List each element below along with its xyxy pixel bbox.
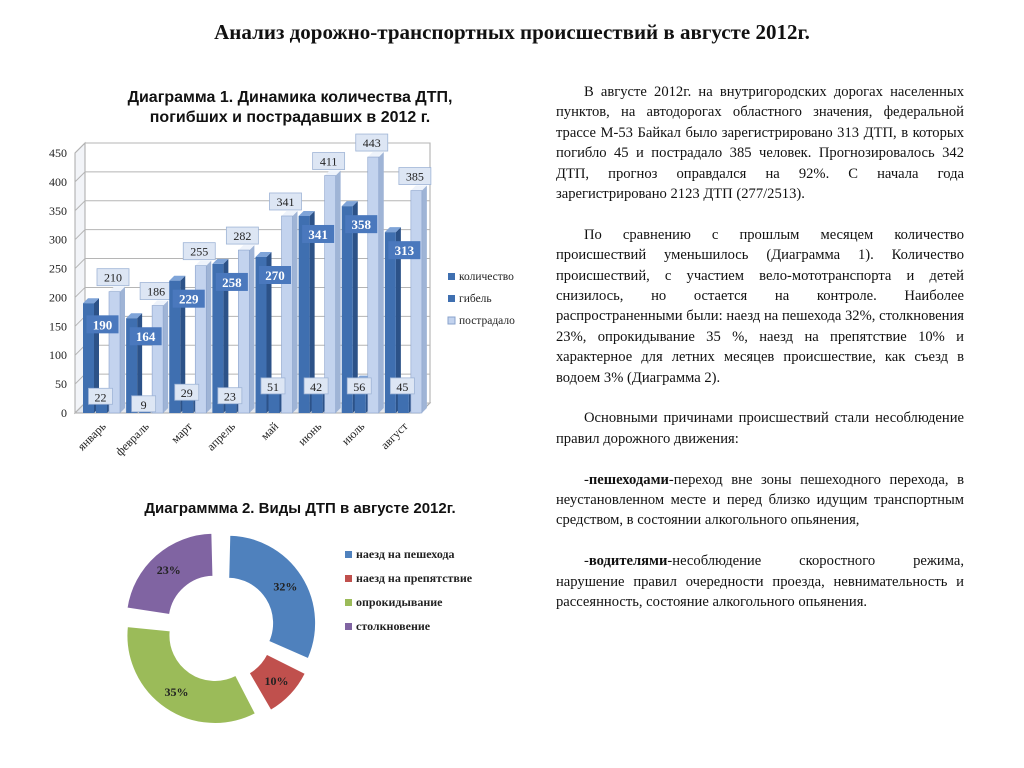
legend-swatch	[448, 295, 455, 302]
x-tick-label: июль	[338, 419, 368, 448]
data-label-count: 358	[351, 217, 371, 233]
slice-label: 35%	[164, 685, 189, 700]
data-label-deaths: 9	[140, 397, 147, 412]
bar-side	[336, 171, 341, 413]
legend-label: опрокидывание	[356, 595, 443, 609]
y-tick-label: 50	[55, 377, 67, 392]
chart1-title-line1: Диаграмма 1. Динамика количества ДТП,	[127, 89, 453, 106]
data-label-deaths: 22	[94, 390, 107, 405]
paragraph-1: В августе 2012г. на внутригородских дорогах населенных пунктов, на автодорогах областного значения, федеральной трассе М-53 Байкал было зарегистрировано 313 ДТП, в которых погибло 45 и пострадало 385 человек. Прогнозировалось 342 ДТП, прогноз оправдался на 92%. С начала года зарегистрировано 2123 ДТП (277/2513).	[556, 84, 964, 203]
p4-prefix: -	[584, 471, 589, 488]
bar-side	[249, 245, 254, 413]
p5-rest: -несоблюдение скоростного режима, нарушение правил очередности проезда, невнимательность и рассеянность, состояние алкогольного опьянения.	[556, 553, 964, 611]
legend-swatch	[345, 551, 352, 558]
data-label-injured: 186	[147, 284, 166, 299]
x-tick-label: май	[257, 419, 282, 443]
donut-slice	[127, 627, 255, 724]
slice-label: 23%	[156, 562, 181, 577]
data-label-deaths: 56	[353, 379, 366, 394]
y-tick-label: 150	[49, 319, 67, 334]
data-label-deaths: 51	[267, 379, 279, 394]
y-tick-label: 0	[61, 406, 67, 420]
x-tick-label: июнь	[295, 419, 325, 449]
bar-side	[206, 261, 211, 413]
p5-bold: водителями	[588, 553, 668, 570]
data-label-injured: 255	[190, 244, 209, 259]
paragraph-2: По сравнению с прошлым месяцем количество происшествий уменьшилось (Диаграмма 1). Количество происшествий, с участием вело-мототранспорта и детей снизилось, но остается на контроле. Наиболее распространенными были: наезд на пешехода 32%, столкновения 23%, опрокидывание 35 %, наезд на препятствие 10% и характерное для летних месяцев происшествие, как съезд в водоем 3% (Диаграмма 2).	[556, 226, 964, 386]
p4-rest: -переход вне зоны пешеходного перехода, в неустановленном месте и перед близко идущим транспортным средством, в состоянии алкогольного опьянения,	[556, 471, 964, 529]
data-label-deaths: 23	[223, 389, 236, 404]
x-tick-label: февраль	[112, 419, 152, 459]
text-column	[556, 82, 964, 633]
paragraph-5	[556, 551, 964, 612]
legend-label: гибель	[459, 293, 492, 305]
chart2-title: Диаграммма 2. Виды ДТП в августе 2012г.	[144, 500, 456, 517]
paragraph-3: Основными причинами происшествий стали несоблюдение правил дорожного движения:	[556, 410, 964, 447]
data-label-deaths: 42	[310, 379, 323, 394]
data-label-injured: 210	[104, 270, 122, 285]
legend-swatch	[345, 575, 352, 582]
y-tick-label: 200	[49, 290, 67, 305]
chart1-title-line2: погибших и пострадавших в 2012 г.	[149, 109, 431, 126]
data-label-count: 313	[394, 243, 415, 259]
bar-пострадало	[325, 176, 336, 413]
bar-пострадало	[368, 157, 379, 413]
data-label-count: 190	[92, 317, 113, 333]
data-label-deaths: 29	[180, 386, 193, 401]
data-label-injured: 385	[405, 169, 424, 184]
y-tick-label: 400	[49, 174, 67, 189]
y-tick-label: 450	[49, 146, 67, 160]
data-label-deaths: 45	[396, 379, 409, 394]
bar-side	[422, 186, 427, 413]
x-tick-label: апрель	[203, 419, 239, 454]
data-label-count: 270	[265, 268, 285, 283]
p5-prefix: -	[584, 553, 589, 570]
data-label-injured: 411	[319, 154, 338, 169]
data-label-count: 341	[308, 226, 328, 242]
x-tick-label: январь	[74, 419, 109, 454]
x-tick-label: март	[168, 419, 195, 447]
slice-label: 32%	[273, 579, 298, 594]
legend-swatch	[345, 623, 352, 630]
p4-bold: пешеходами	[588, 471, 669, 488]
paragraph-4	[556, 470, 964, 531]
legend-label: столкновение	[356, 619, 431, 633]
legend-swatch	[448, 273, 455, 280]
bar-side	[163, 301, 168, 413]
data-label-injured: 443	[362, 136, 381, 151]
x-tick-label: август	[377, 419, 411, 453]
legend-label: пострадало	[459, 315, 515, 327]
bar-chart	[30, 128, 550, 478]
bar-side	[293, 211, 298, 413]
y-tick-label: 350	[49, 203, 67, 218]
legend-label: наезд на пешехода	[356, 547, 455, 561]
data-label-injured: 341	[276, 194, 295, 209]
data-label-injured: 282	[233, 229, 252, 244]
legend-label: наезд на препятствие	[356, 571, 473, 585]
y-tick-label: 250	[49, 261, 67, 276]
page-title: Анализ дорожно-транспортных происшествий в августе 2012г.	[214, 20, 810, 44]
legend-label: количество	[459, 271, 514, 283]
slice-label: 10%	[264, 674, 289, 689]
y-tick-label: 300	[49, 232, 67, 247]
donut-slice	[229, 535, 316, 658]
bar-side	[120, 287, 125, 413]
data-label-count: 229	[179, 291, 199, 307]
legend-swatch	[448, 317, 455, 324]
data-label-count: 258	[222, 274, 242, 290]
y-tick-label: 100	[49, 348, 67, 363]
donut-chart	[120, 528, 500, 728]
legend-swatch	[345, 599, 352, 606]
bar-side	[379, 152, 384, 413]
data-label-count: 164	[135, 329, 156, 345]
chart1-title	[80, 88, 500, 128]
